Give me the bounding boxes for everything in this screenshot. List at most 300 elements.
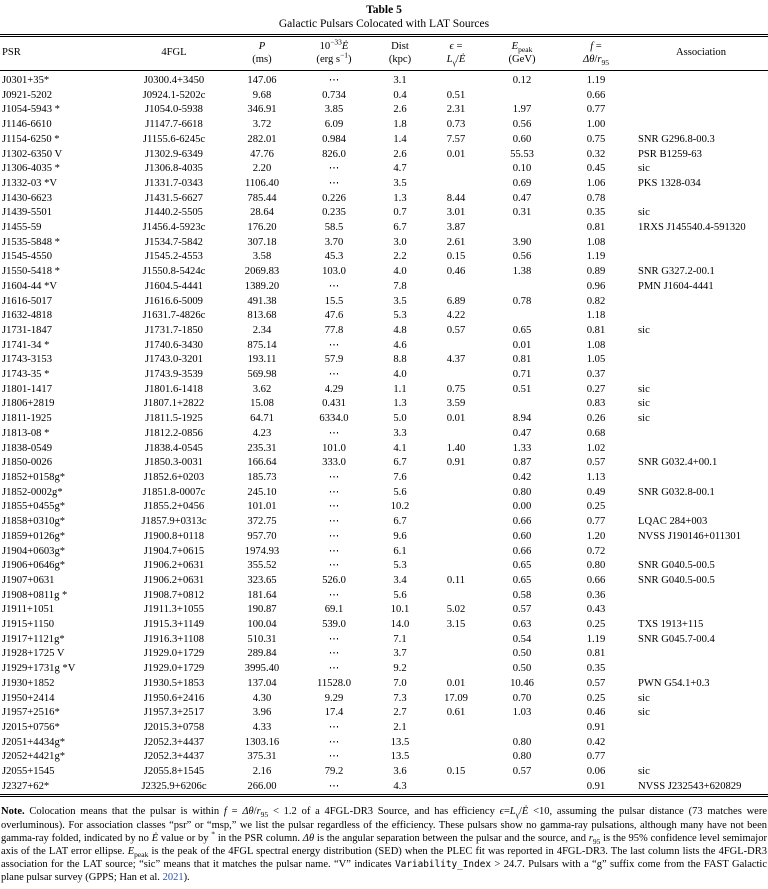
table-row — [0, 456, 768, 471]
cell-psr: J1855+0455g* — [2, 501, 66, 513]
cell-p: 957.70 — [247, 530, 277, 542]
cell-dist: 5.0 — [393, 413, 407, 425]
cell-edot: 333.0 — [322, 457, 346, 469]
table-row — [0, 295, 768, 310]
table-row — [0, 647, 768, 662]
cell-dist: 4.6 — [393, 339, 407, 351]
cell-p: 166.64 — [247, 457, 277, 469]
table-row — [0, 280, 768, 295]
cell-edot: 11528.0 — [316, 677, 352, 689]
table-row — [0, 89, 768, 104]
cell-assoc — [634, 309, 768, 324]
cell-4fgl: J1604.5-4441 — [145, 280, 203, 292]
cell-f: 1.00 — [586, 119, 606, 131]
cell-f: 0.45 — [586, 163, 606, 175]
text-segment: / — [594, 53, 598, 65]
cell-f: 1.08 — [586, 339, 606, 351]
cell-f: 0.25 — [586, 501, 606, 513]
cell-dist: 0.4 — [393, 89, 407, 101]
cell-assoc — [634, 103, 768, 118]
cell-assoc — [634, 353, 768, 368]
cell-4fgl: J1731.7-1850 — [145, 324, 203, 336]
cell-dist: 2.6 — [393, 104, 407, 116]
text-segment: γ — [515, 810, 519, 820]
cell-dist: 0.7 — [393, 207, 407, 219]
cell-psr: J1928+1725 V — [2, 648, 65, 660]
cell-psr: J1950+2414 — [2, 692, 55, 704]
cell-epeak: 1.38 — [512, 266, 532, 278]
cell-eps: 6.89 — [446, 295, 466, 307]
cell-eps: 3.59 — [446, 398, 466, 410]
cell-psr: J1616-5017 — [2, 295, 53, 307]
cell-eps — [426, 559, 486, 574]
cell-assoc — [634, 603, 768, 618]
cell-4fgl: J1740.6-3430 — [145, 339, 203, 351]
cell-psr: J1550-5418 * — [2, 266, 60, 278]
cell-epeak: 0.12 — [512, 75, 532, 86]
text-segment: E — [127, 846, 135, 858]
cell-epeak — [486, 397, 558, 412]
cell-edot: 0.226 — [322, 192, 346, 204]
cell-dist: 3.5 — [393, 177, 407, 189]
cell-eps: 4.22 — [446, 310, 466, 322]
text-segment: > 24.7. Pulsars with a “g” suffix come from the FAST Galactic plane pulsar survey (GPPS; Han et al. — [1, 859, 768, 884]
cell-dist: 3.3 — [393, 427, 407, 439]
cell-p: 282.01 — [247, 133, 277, 145]
cell-epeak: 0.56 — [512, 119, 532, 131]
cell-psr: J1302-6350 V — [2, 148, 63, 160]
cell-psr: J1906+0646g* — [2, 560, 66, 572]
text-segment: Δθ — [583, 53, 595, 65]
cell-p: 813.68 — [247, 310, 277, 322]
cell-epeak — [486, 780, 558, 795]
table-row — [0, 368, 768, 383]
cell-edot: ⋯ — [328, 721, 340, 733]
table-row — [0, 118, 768, 133]
table-row — [0, 618, 768, 633]
table-row — [0, 706, 768, 721]
cell-p: 101.01 — [247, 501, 277, 513]
text-segment: is the peak of the 4FGL spectral energy distribution (SED) when the PLEC fit was reported in 4FGL-DR3. The last column lists the 4FGL-DR3 association for the LAT source; “sic” means that it matches the pulsar name. “V” indicates — [1, 846, 767, 871]
cell-4fgl: J1857.9+0313c — [141, 516, 207, 528]
cell-edot: ⋯ — [328, 369, 340, 381]
cell-p: 47.76 — [250, 148, 274, 160]
cell-p: 181.64 — [247, 589, 277, 601]
cell-p: 245.10 — [247, 486, 277, 498]
cell-epeak: 0.80 — [512, 751, 532, 763]
cell-epeak: 0.47 — [512, 427, 532, 439]
cell-eps — [426, 71, 486, 89]
cell-edot: ⋯ — [328, 75, 340, 86]
cell-4fgl: J1906.2+0631 — [143, 560, 205, 572]
text-segment: PSR — [2, 47, 21, 59]
cell-epeak: 0.01 — [512, 339, 532, 351]
column-header-f — [558, 37, 634, 71]
cell-f: 0.42 — [586, 736, 606, 748]
cell-f: 0.66 — [586, 574, 606, 586]
cell-4fgl: J1904.7+0615 — [143, 545, 205, 557]
cell-eps — [426, 545, 486, 560]
cell-p: 3.58 — [252, 251, 272, 263]
table-row — [0, 574, 768, 589]
text-segment: γ — [452, 57, 456, 67]
cell-epeak: 0.54 — [512, 633, 532, 645]
cell-4fgl: J1631.7-4826c — [142, 310, 206, 322]
cell-epeak: 0.58 — [512, 589, 532, 601]
cell-epeak: 0.66 — [512, 516, 532, 528]
text-segment: ϵ — [499, 806, 504, 818]
cell-psr: J1054-5943 * — [2, 104, 60, 116]
text-segment: is the 95% confidence level semimajor axis of the LAT error ellipse. — [1, 832, 767, 858]
cell-4fgl: J1929.0+1729 — [143, 648, 205, 660]
cell-dist: 4.3 — [393, 780, 407, 792]
cell-eps: 0.01 — [446, 148, 466, 160]
cell-epeak: 0.65 — [512, 560, 532, 572]
cell-p: 4.30 — [252, 692, 272, 704]
cell-eps: 5.02 — [446, 604, 466, 616]
table-row — [0, 148, 768, 163]
cell-psr: J1929+1731g *V — [2, 663, 76, 675]
cell-edot: 526.0 — [322, 574, 346, 586]
cell-edot: 826.0 — [322, 148, 346, 160]
cell-psr: J1146-6610 — [2, 119, 52, 131]
cell-f: 0.37 — [586, 369, 606, 381]
table-row — [0, 103, 768, 118]
cell-edot: 0.734 — [322, 89, 346, 101]
cell-p: 190.87 — [247, 604, 277, 616]
cell-f: 0.96 — [586, 280, 606, 292]
cell-4fgl: J2055.8+1545 — [143, 766, 205, 778]
text-segment: P — [258, 41, 266, 52]
cell-4fgl: J1306.8-4035 — [145, 163, 203, 175]
cell-p: 2.16 — [252, 766, 272, 778]
cell-edot: 101.0 — [322, 442, 346, 454]
cell-eps: 1.40 — [446, 442, 466, 454]
cell-assoc: PWN G54.1+0.3 — [638, 677, 710, 689]
cell-dist: 6.1 — [393, 545, 407, 557]
table-row — [0, 721, 768, 736]
cell-4fgl: J1911.3+1055 — [143, 604, 205, 616]
text-segment: Colocation means that the pulsar is within — [24, 806, 224, 818]
cell-edot: ⋯ — [328, 486, 340, 498]
cell-4fgl: J1812.2-0856 — [145, 427, 203, 439]
cell-assoc: SNR G045.7-00.4 — [638, 633, 715, 645]
cell-assoc: sic — [638, 413, 650, 425]
cell-eps: 0.91 — [446, 457, 466, 469]
cell-dist: 13.5 — [390, 751, 410, 763]
cell-assoc: sic — [638, 207, 650, 219]
cell-dist: 3.4 — [393, 574, 407, 586]
cell-edot: ⋯ — [328, 633, 340, 645]
cell-dist: 1.3 — [393, 192, 407, 204]
cell-epeak: 1.03 — [512, 707, 532, 719]
table-row — [0, 133, 768, 148]
cell-assoc — [634, 442, 768, 457]
cell-4fgl: J1906.2+0631 — [143, 574, 205, 586]
cell-edot: ⋯ — [328, 516, 340, 528]
cell-assoc — [634, 750, 768, 765]
cell-assoc — [634, 192, 768, 207]
cell-psr: J1957+2516* — [2, 707, 60, 719]
cell-psr: J1908+0811g * — [2, 589, 68, 601]
cell-dist: 2.6 — [393, 148, 407, 160]
table-row — [0, 71, 768, 89]
cell-eps — [426, 647, 486, 662]
cell-f: 1.19 — [586, 75, 606, 86]
cell-edot: ⋯ — [328, 589, 340, 601]
cell-epeak: 0.47 — [512, 192, 532, 204]
cell-psr: J1811-1925 — [2, 413, 52, 425]
table-row — [0, 633, 768, 648]
text-segment: / — [518, 806, 522, 818]
cell-edot: 6334.0 — [319, 413, 349, 425]
cell-assoc: LQAC 284+003 — [638, 516, 708, 528]
cell-edot: ⋯ — [328, 530, 340, 542]
table-row — [0, 397, 768, 412]
cell-assoc: PKS 1328-034 — [638, 177, 701, 189]
cell-dist: 9.6 — [393, 530, 407, 542]
cell-dist: 3.5 — [393, 295, 407, 307]
cell-p: 1106.40 — [244, 177, 280, 189]
text-segment: in the PSR column. — [215, 832, 303, 844]
cell-eps — [426, 280, 486, 295]
table-row — [0, 309, 768, 324]
table-label: Table 5 — [366, 4, 402, 16]
cell-psr: J1741-34 * — [2, 339, 50, 351]
cell-p: 323.65 — [247, 574, 277, 586]
cell-4fgl: J1950.6+2416 — [143, 692, 205, 704]
cell-eps: 2.31 — [446, 104, 466, 116]
cell-p: 875.14 — [247, 339, 277, 351]
cell-p: 355.52 — [247, 560, 277, 572]
text-segment: 10 — [319, 41, 331, 52]
cell-dist: 3.0 — [393, 236, 407, 248]
cell-f: 0.81 — [586, 324, 606, 336]
table-row — [0, 692, 768, 707]
cell-assoc — [634, 71, 768, 89]
cell-p: 193.11 — [247, 354, 277, 366]
cell-psr: J1743-35 * — [2, 369, 50, 381]
cell-psr: J1439-5501 — [2, 207, 53, 219]
cell-assoc: SNR G032.4+00.1 — [638, 457, 718, 469]
cell-p: 3.96 — [252, 707, 272, 719]
cell-dist: 3.7 — [393, 648, 407, 660]
cell-assoc: sic — [638, 766, 650, 778]
cell-dist: 7.3 — [393, 692, 407, 704]
cell-edot: 6.09 — [324, 119, 344, 131]
cell-f: 0.27 — [586, 383, 606, 395]
cell-p: 569.98 — [247, 369, 277, 381]
table-row — [0, 677, 768, 692]
cell-dist: 4.0 — [393, 266, 407, 278]
cell-4fgl: J1801.6-1418 — [145, 383, 203, 395]
cell-f: 0.36 — [586, 589, 606, 601]
cell-edot: 0.235 — [322, 207, 346, 219]
cell-4fgl: J1147.7-6618 — [145, 119, 203, 131]
cell-dist: 7.6 — [393, 471, 407, 483]
cell-edot: 539.0 — [322, 619, 346, 631]
cell-edot: ⋯ — [328, 545, 340, 557]
cell-epeak: 1.97 — [512, 104, 532, 116]
cell-4fgl: J1054.0-5938 — [145, 104, 203, 116]
table-header — [0, 37, 768, 71]
cell-f: 0.82 — [586, 295, 606, 307]
cell-f: 0.77 — [586, 751, 606, 763]
table-caption — [0, 0, 768, 31]
cell-4fgl: J2052.3+4437 — [143, 751, 205, 763]
cell-psr: J1911+1051 — [2, 604, 55, 616]
cell-epeak: 0.70 — [512, 692, 532, 704]
cell-epeak: 0.65 — [512, 324, 532, 336]
cell-edot: ⋯ — [328, 280, 340, 292]
cell-edot: 17.4 — [324, 707, 344, 719]
cell-p: 3995.40 — [244, 663, 280, 675]
cell-4fgl: J1900.8+0118 — [143, 530, 205, 542]
cell-edot: 47.6 — [324, 310, 344, 322]
cell-psr: J1632-4818 — [2, 310, 53, 322]
cell-psr: J1915+1150 — [2, 619, 55, 631]
text-segment: −1 — [340, 49, 349, 59]
cell-epeak: 0.60 — [512, 530, 532, 542]
cell-f: 0.25 — [586, 619, 606, 631]
cell-4fgl: J1855.2+0456 — [143, 501, 205, 513]
cell-p: 375.31 — [247, 751, 277, 763]
cell-psr: J2327+62* — [2, 780, 50, 792]
cell-eps: 0.51 — [446, 89, 466, 101]
text-segment: ) — [348, 53, 352, 65]
cell-assoc — [634, 250, 768, 265]
cell-p: 2069.83 — [244, 266, 280, 278]
cell-eps: 0.15 — [446, 251, 466, 263]
cell-dist: 7.1 — [393, 633, 407, 645]
cell-f: 0.57 — [586, 457, 606, 469]
cell-psr: J1838-0549 — [2, 442, 53, 454]
cell-psr: J1813-08 * — [2, 427, 50, 439]
cell-dist: 6.7 — [393, 457, 407, 469]
cell-f: 0.57 — [586, 677, 606, 689]
cell-f: 0.68 — [586, 427, 606, 439]
text-segment: peak — [518, 45, 533, 55]
cell-epeak: 55.53 — [510, 148, 534, 160]
text-segment: < 1.2 of a 4FGL-DR3 Source, and has efficiency — [268, 806, 500, 818]
cell-p: 3.72 — [252, 119, 272, 131]
cell-4fgl: J1929.0+1729 — [143, 663, 205, 675]
cell-psr: J1154-6250 * — [2, 133, 60, 145]
cell-epeak: 0.66 — [512, 545, 532, 557]
table-row — [0, 162, 768, 177]
table-row — [0, 765, 768, 780]
table-row — [0, 177, 768, 192]
cell-psr: J1801-1417 — [2, 383, 53, 395]
cell-4fgl: J1852.6+0203 — [143, 471, 205, 483]
cell-assoc — [634, 589, 768, 604]
cell-epeak — [486, 309, 558, 324]
column-header-4fgl — [118, 37, 230, 71]
text-segment: = — [593, 41, 602, 52]
text-segment: / — [253, 806, 257, 818]
cell-dist: 8.8 — [393, 354, 407, 366]
text-segment: r — [597, 53, 602, 65]
cell-p: 3.62 — [252, 383, 272, 395]
cell-dist: 9.2 — [393, 663, 407, 675]
cell-eps — [426, 471, 486, 486]
cell-dist: 3.6 — [393, 766, 407, 778]
cell-4fgl: J2052.3+4437 — [143, 736, 205, 748]
cell-p: 346.91 — [247, 104, 277, 116]
table-title: Galactic Pulsars Colocated with LAT Sources — [278, 18, 490, 30]
cell-edot: 4.29 — [324, 383, 344, 395]
cell-assoc: 1RXS J145540.4-591320 — [638, 222, 746, 234]
cell-psr: J2015+0756* — [2, 721, 60, 733]
cell-edot: 0.984 — [322, 133, 346, 145]
cell-edot: 3.70 — [324, 236, 344, 248]
cell-eps — [426, 633, 486, 648]
cell-eps — [426, 721, 486, 736]
cell-assoc — [634, 736, 768, 751]
cell-p: 4.33 — [252, 721, 272, 733]
cell-assoc — [634, 236, 768, 251]
cell-dist: 4.0 — [393, 369, 407, 381]
cell-assoc — [634, 368, 768, 383]
cell-eps — [426, 750, 486, 765]
cell-assoc: TXS 1913+115 — [638, 619, 704, 631]
table-row — [0, 339, 768, 354]
cell-dist: 14.0 — [390, 619, 410, 631]
text-segment: r — [256, 806, 261, 818]
text-segment: Ė — [151, 832, 159, 844]
text-segment: = — [503, 806, 510, 818]
cell-assoc: NVSS J190146+011301 — [638, 530, 741, 542]
cell-assoc — [634, 427, 768, 442]
cell-4fgl: J1331.7-0343 — [145, 177, 203, 189]
cell-edot: 15.5 — [324, 295, 344, 307]
cell-dist: 4.7 — [393, 163, 407, 175]
citation-link[interactable]: 2021 — [162, 872, 184, 884]
cell-p: 9.68 — [252, 89, 272, 101]
cell-edot: 57.9 — [324, 354, 344, 366]
text-segment: Dist — [391, 41, 409, 52]
cell-edot: 77.8 — [324, 324, 344, 336]
cell-p: 64.71 — [250, 413, 274, 425]
cell-4fgl: J1431.5-6627 — [145, 192, 203, 204]
cell-eps: 0.01 — [446, 677, 466, 689]
cell-epeak: 0.50 — [512, 663, 532, 675]
table-row — [0, 427, 768, 442]
cell-dist: 1.3 — [393, 398, 407, 410]
cell-f: 0.72 — [586, 545, 606, 557]
text-segment: r — [588, 832, 593, 844]
cell-psr: J1858+0310g* — [2, 516, 66, 528]
cell-eps — [426, 500, 486, 515]
cell-4fgl: J1534.7-5842 — [145, 236, 203, 248]
table-row — [0, 515, 768, 530]
column-header-epeak — [486, 37, 558, 71]
column-header-p — [230, 37, 294, 71]
cell-p: 266.00 — [247, 780, 277, 792]
cell-f: 0.43 — [586, 604, 606, 616]
cell-p: 491.38 — [247, 295, 277, 307]
cell-assoc — [634, 118, 768, 133]
cell-eps: 0.01 — [446, 413, 466, 425]
cell-assoc — [634, 471, 768, 486]
cell-psr: J1859+0126g* — [2, 530, 66, 542]
cell-f: 1.13 — [586, 471, 606, 483]
cell-edot: 3.85 — [324, 104, 344, 116]
cell-psr: J2051+4434g* — [2, 736, 66, 748]
cell-4fgl: J1957.3+2517 — [143, 707, 205, 719]
cell-p: 185.73 — [247, 471, 277, 483]
cell-assoc — [634, 662, 768, 677]
